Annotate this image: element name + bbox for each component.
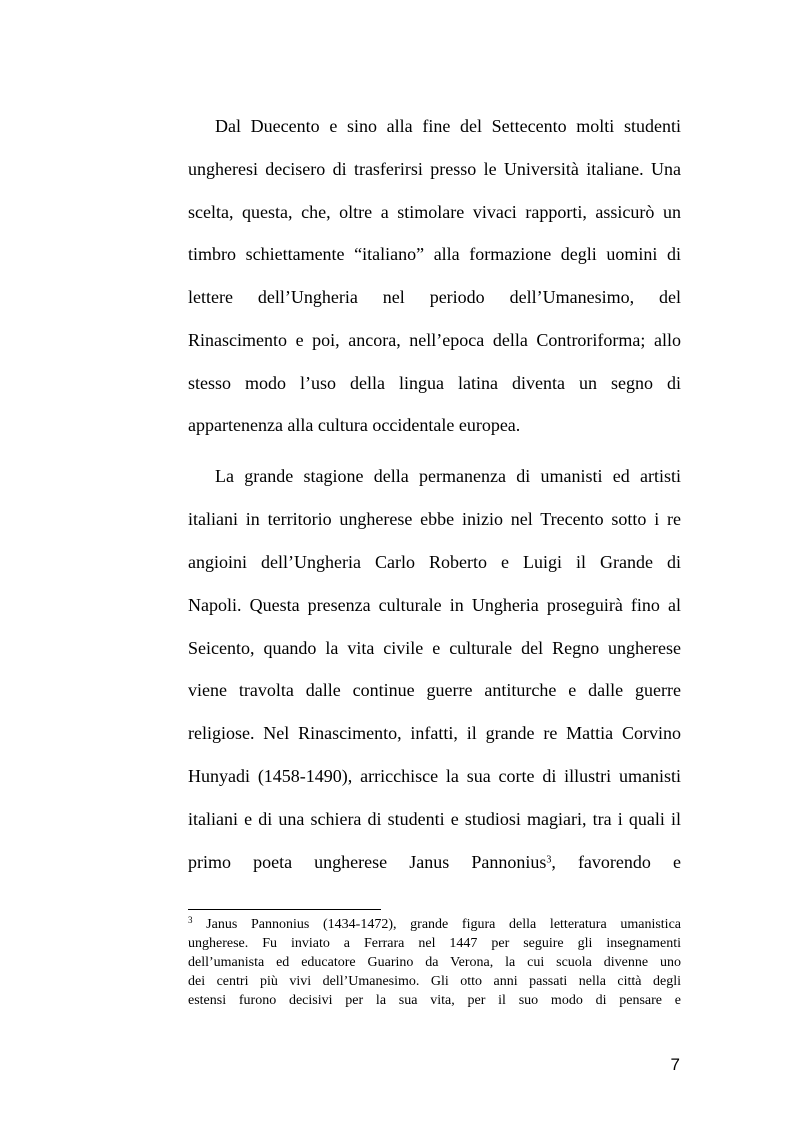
footnote-text-segment: Janus Pannonius (1434-1472), grande figura della letteratura umanistica (192, 917, 681, 932)
footnote-reference[interactable]: 3 (546, 854, 552, 866)
body-text-segment: , favorendo e (551, 852, 681, 872)
body-text-line: La grande stagione della permanenza di umanisti ed artisti (215, 466, 681, 486)
footnote-marker: 3 (188, 915, 193, 926)
body-text-line: italiani e di una schiera di studenti e studiosi magiari, tra i quali il (188, 809, 681, 829)
footnote-separator (188, 909, 381, 910)
body-text-line: appartenenza alla cultura occidentale europea. (188, 415, 521, 435)
body-text-line: stesso modo l’uso della lingua latina diventa un segno di (188, 373, 681, 393)
body-text-line: Dal Duecento e sino alla fine del Settecento molti studenti (215, 116, 681, 136)
body-text-line (188, 849, 681, 875)
body-text-line: Hunyadi (1458-1490), arricchisce la sua corte di illustri umanisti (188, 766, 681, 786)
body-text-line: lettere dell’Ungheria nel periodo dell’Umanesimo, del (188, 287, 681, 307)
body-text-line: Napoli. Questa presenza culturale in Ungheria proseguirà fino al (188, 595, 681, 615)
body-text-line: religiose. Nel Rinascimento, infatti, il grande re Mattia Corvino (188, 723, 681, 743)
body-text-line: Seicento, quando la vita civile e culturale del Regno ungherese (188, 638, 681, 658)
footnote-line: dell’umanista ed educatore Guarino da Verona, la cui scuola divenne uno (188, 955, 681, 970)
footnote-line (188, 916, 681, 934)
footnote-line: ungherese. Fu inviato a Ferrara nel 1447 per seguire gli insegnamenti (188, 936, 681, 951)
body-text-line: viene travolta dalle continue guerre antiturche e dalle guerre (188, 680, 681, 700)
footnote-line: dei centri più vivi dell’Umanesimo. Gli otto anni passati nella città degli (188, 974, 681, 989)
body-text-line: italiani in territorio ungherese ebbe inizio nel Trecento sotto i re (188, 509, 681, 529)
body-text-line: timbro schiettamente “italiano” alla formazione degli uomini di (188, 244, 681, 264)
body-text-line: angioini dell’Ungheria Carlo Roberto e Luigi il Grande di (188, 552, 681, 572)
footnote-line: estensi furono decisivi per la sua vita, per il suo modo di pensare e (188, 993, 681, 1008)
body-text-line: Rinascimento e poi, ancora, nell’epoca della Controriforma; allo (188, 330, 681, 350)
page-number: 7 (670, 1055, 680, 1074)
body-text-segment: primo poeta ungherese Janus Pannonius (188, 852, 547, 872)
body-text-line: ungheresi decisero di trasferirsi presso le Università italiane. Una (188, 159, 681, 179)
body-text-line: scelta, questa, che, oltre a stimolare vivaci rapporti, assicurò un (188, 202, 681, 222)
